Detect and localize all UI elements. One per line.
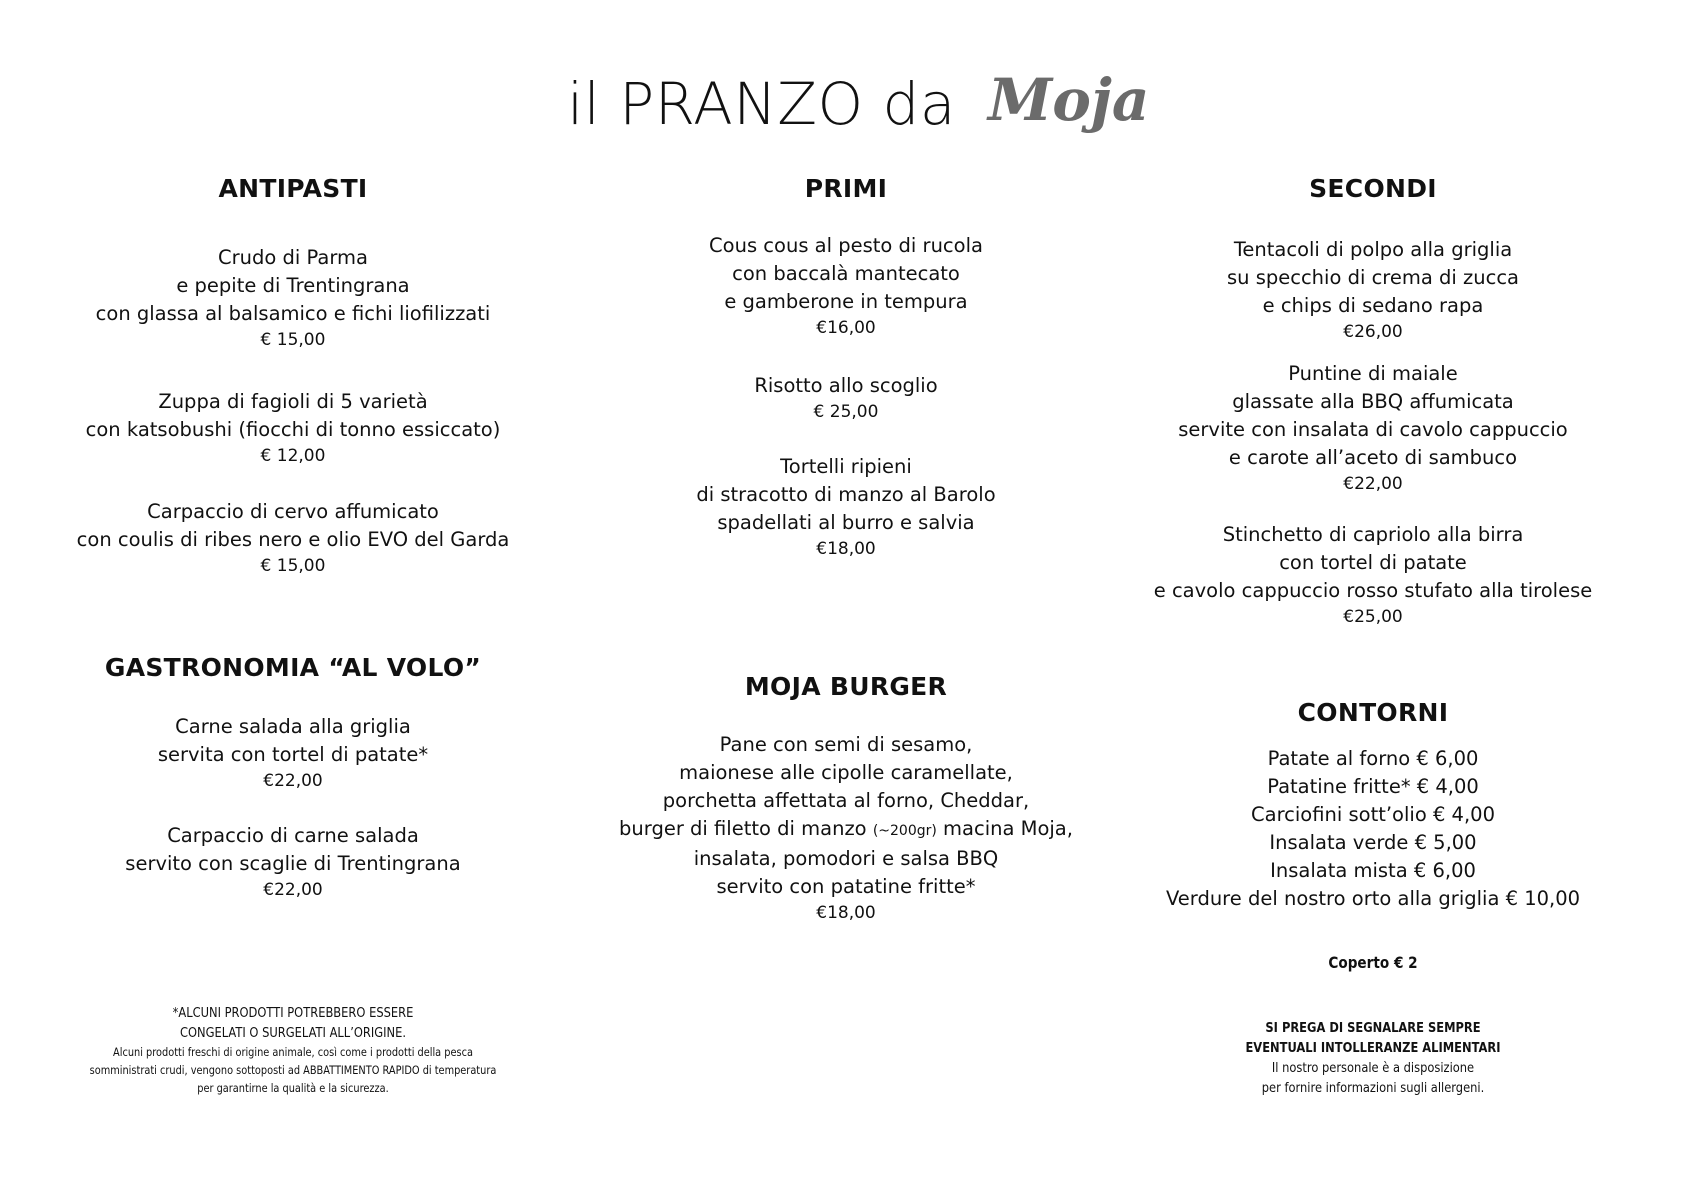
footnote-line: *ALCUNI PRODOTTI POTREBBERO ESSERE (172, 1005, 414, 1021)
dish-price: €26,00 (1343, 322, 1403, 342)
section-title-moja-burger: MOJA BURGER (744, 672, 948, 701)
dish-moja-burger (596, 731, 1096, 925)
list-item: Patate al forno € 6,00 (1267, 747, 1479, 770)
dish-tentacoli-di-polpo (1123, 236, 1623, 344)
dish-crudo-di-parma (43, 244, 543, 352)
section-title-secondi: SECONDI (1309, 174, 1437, 203)
section-title-primi: PRIMI (804, 174, 888, 203)
dish-price: € 12,00 (260, 446, 326, 466)
dish-line: insalata, pomodori e salsa BBQ (693, 847, 999, 870)
dish-line: servite con insalata di cavolo cappuccio (1178, 418, 1568, 441)
list-item: Insalata mista € 6,00 (1270, 859, 1476, 882)
moja-logo-text: Moja (987, 66, 1150, 134)
dish-puntine-di-maiale (1123, 360, 1623, 496)
footnote-line: Il nostro personale è a disposizione (1271, 1060, 1475, 1076)
list-item: Carciofini sott’olio € 4,00 (1251, 803, 1495, 826)
dish-line: con coulis di ribes nero e olio EVO del Garda (76, 528, 510, 551)
dish-price: €16,00 (816, 318, 876, 338)
dish-line: Risotto allo scoglio (754, 374, 938, 397)
section-title-contorni: CONTORNI (1297, 698, 1449, 727)
dish-line: porchetta affettata al forno, Cheddar, (662, 789, 1030, 812)
dish-line: con glassa al balsamico e fichi liofilizzati (95, 302, 491, 325)
dish-line-part: macina Moja, (936, 817, 1073, 840)
list-item: Verdure del nostro orto alla griglia € 10,00 (1165, 887, 1581, 910)
dish-line: spadellati al burro e salvia (717, 511, 975, 534)
dish-line: Stinchetto di capriolo alla birra (1222, 523, 1524, 546)
dish-line: servita con tortel di patate* (157, 743, 429, 766)
dish-price: €25,00 (1343, 607, 1403, 627)
dish-line: con tortel di patate (1279, 551, 1467, 574)
section-title-gastronomia: GASTRONOMIA “AL VOLO” (104, 653, 482, 682)
footnote-line: EVENTUALI INTOLLERANZE ALIMENTARI (1245, 1040, 1501, 1056)
footnote-line: SI PREGA DI SEGNALARE SEMPRE (1265, 1020, 1481, 1036)
dish-line: servito con scaglie di Trentingrana (125, 852, 461, 875)
footnote-allergens (1161, 1018, 1586, 1098)
dish-weight: (~200gr) (872, 823, 937, 839)
footnote-line: per fornire informazioni sugli allergeni. (1261, 1080, 1485, 1096)
dish-line: con katsobushi (fiocchi di tonno essiccato) (85, 418, 501, 441)
dish-line: Tentacoli di polpo alla griglia (1233, 238, 1513, 261)
footnote-line: per garantirne la qualità e la sicurezza. (197, 1081, 389, 1095)
dish-line: e cavolo cappuccio rosso stufato alla tirolese (1153, 579, 1593, 602)
dish-risotto-allo-scoglio (596, 372, 1096, 424)
dish-line: e chips di sedano rapa (1262, 294, 1484, 317)
footnote-line: CONGELATI O SURGELATI ALL’ORIGINE. (180, 1025, 406, 1041)
dish-price: € 15,00 (260, 330, 326, 350)
dish-line: su specchio di crema di zucca (1226, 266, 1520, 289)
dish-line: di stracotto di manzo al Barolo (696, 483, 996, 506)
dish-price: €18,00 (816, 539, 876, 559)
dish-carpaccio-di-cervo (43, 498, 543, 578)
dish-line: Puntine di maiale (1288, 362, 1458, 385)
dish-zuppa-di-fagioli (43, 388, 543, 468)
dish-stinchetto-di-capriolo (1123, 521, 1623, 629)
dish-price: €18,00 (816, 903, 876, 923)
dish-line: maionese alle cipolle caramellate, (679, 761, 1013, 784)
footnote-line: Alcuni prodotti freschi di origine animale, così come i prodotti della pesca (113, 1045, 473, 1059)
dish-carpaccio-carne-salada (43, 822, 543, 902)
dish-line: Zuppa di fagioli di 5 varietà (158, 390, 428, 413)
dish-line: Carpaccio di carne salada (167, 824, 419, 847)
dish-price: € 25,00 (813, 402, 879, 422)
dish-line: e carote all’aceto di sambuco (1228, 446, 1518, 469)
dish-line: glassate alla BBQ affumicata (1232, 390, 1514, 413)
dish-line: Carne salada alla griglia (175, 715, 411, 738)
dish-line: servito con patatine fritte* (716, 875, 976, 898)
contorni-list (1123, 745, 1623, 913)
footnote-line: somministrati crudi, vengono sottoposti ad ABBATTIMENTO RAPIDO di temperatura (89, 1063, 497, 1077)
dish-line: Crudo di Parma (218, 246, 368, 269)
section-title-antipasti: ANTIPASTI (218, 174, 368, 203)
dish-carne-salada-griglia (43, 713, 543, 793)
dish-line: Cous cous al pesto di rucola (709, 234, 983, 257)
dish-line: e pepite di Trentingrana (176, 274, 410, 297)
dish-line: e gamberone in tempura (724, 290, 968, 313)
dish-line-part: burger di filetto di manzo (619, 817, 873, 840)
list-item: Patatine fritte* € 4,00 (1267, 775, 1479, 798)
menu-header (0, 58, 1683, 150)
dish-price: €22,00 (263, 771, 323, 791)
dish-line: Pane con semi di sesamo, (719, 733, 973, 756)
page-title: il PRANZO da (567, 70, 956, 138)
dish-price: € 15,00 (260, 556, 326, 576)
dish-line: con baccalà mantecato (732, 262, 960, 285)
dish-line (596, 815, 1096, 845)
moja-logo (984, 58, 1150, 150)
dish-price: €22,00 (1343, 474, 1403, 494)
dish-tortelli-ripieni (596, 453, 1096, 561)
coperto-charge: Coperto € 2 (1328, 953, 1418, 972)
dish-cous-cous (596, 232, 1096, 340)
dish-line: Carpaccio di cervo affumicato (147, 500, 439, 523)
footnote-frozen-products (81, 1003, 506, 1097)
dish-line: Tortelli ripieni (780, 455, 912, 478)
dish-price: €22,00 (263, 880, 323, 900)
list-item: Insalata verde € 5,00 (1269, 831, 1477, 854)
